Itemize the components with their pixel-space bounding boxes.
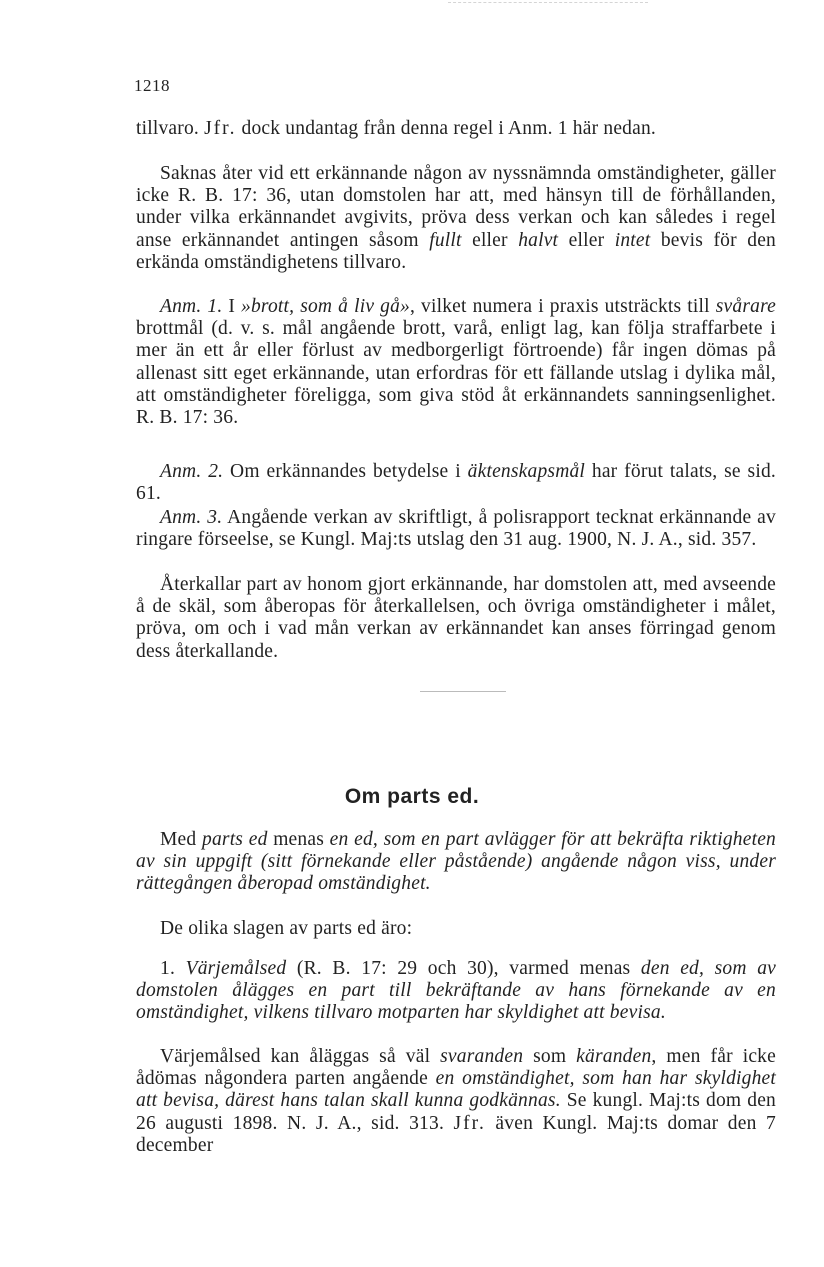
italic-text-run: Anm. 1. [160, 296, 223, 317]
section-divider [420, 691, 506, 692]
note-anm-1 [136, 296, 776, 429]
italic-text-run: intet [614, 229, 651, 251]
text-run: De olika slagen av parts ed äro: [160, 918, 413, 939]
page-number: 1218 [134, 76, 170, 95]
italic-text-run: fullt [429, 229, 462, 251]
note-anm-3 [136, 507, 776, 551]
paragraph-olika-slag [136, 918, 776, 940]
italic-text-run: halvt [518, 229, 559, 251]
text-run: eller [558, 229, 615, 251]
text-run: dock undantag från denna regel i Anm. 1 här nedan. [236, 118, 657, 139]
text-run: även Kungl. Maj:ts domar den 7 december [136, 1112, 776, 1156]
text-run: 1. [160, 958, 186, 979]
text-run: (R. B. 17: 29 och 30), varmed menas [286, 958, 641, 979]
text-run: eller [461, 229, 519, 251]
italic-text-run: Anm. 2. [160, 461, 224, 482]
definition-parts-ed [136, 829, 776, 896]
italic-text-run: Anm. 3. [160, 507, 223, 528]
paragraph-varjemalsed-aläggas [136, 1046, 776, 1157]
text-run: bevis för den erkända omständighetens tillvaro. [136, 229, 777, 273]
italic-text-run: »brott, som å liv gå» [241, 296, 410, 317]
paragraph-erkannande-verkan [136, 163, 776, 274]
italic-text-run: svaranden [440, 1046, 524, 1067]
note-anm-2 [136, 461, 776, 505]
text-run: Återkallar part av honom gjort erkännande, har domstolen att, med avseende å de skäl, som åberopas för återkallelsen, och övriga omständigheter i målet, pröva, om och i vad mån verkan av erkännandet kan anses förringad genom dess återkallande. [136, 574, 776, 662]
italic-text-run: svårare [715, 296, 776, 317]
text-run: brottmål (d. v. s. mål angående brott, varå, enligt lag, kan följa straffarbete i mer än ett år eller förlust av medborgerligt förtroende) får ingen dömas på allenast sitt eget erkännande, utan erfordras för ett fällande utslag i dylika mål, att omständigheter föreligga, som giva stöd åt erkännandets sanningsenlighet. R. B. 17: 36. [136, 318, 776, 429]
text-run: Värjemålsed kan åläggas så väl [160, 1046, 441, 1067]
italic-text-run: käranden [576, 1046, 652, 1067]
paragraph-aterkallelse [136, 574, 776, 663]
list-item-varjemalsed [136, 958, 776, 1025]
text-run: Med [160, 829, 202, 850]
text-run: menas [267, 829, 330, 850]
italic-text-run: parts ed [202, 829, 268, 850]
italic-text-run: äktenskapsmål [467, 461, 586, 482]
italic-text-run: Värjemålsed [185, 958, 287, 979]
text-run: , men får icke ådömas någondera parten angående [136, 1046, 776, 1090]
text-run: Se kungl. Maj:ts dom den 26 augusti 1898. N. J. A., sid. 313. [136, 1090, 777, 1134]
text-run: Saknas åter vid ett erkännande någon av nyssnämnda omständigheter, gäller icke R. B. 17: 36, utan domstolen har att, med hänsyn till de förhållanden, under vilka erkännandet avgivits, pröva dess verkan och kan således i regel anse erkännandet antingen såsom [136, 163, 776, 251]
text-run: I [222, 296, 242, 317]
spaced-text-run: Jfr. [204, 118, 237, 139]
text-run: Om erkännandes betydelse i [223, 461, 468, 482]
spaced-text-run: Jfr. [453, 1112, 486, 1134]
italic-text-run: en ed, som en part avlägger för att bekräfta riktigheten av sin uppgift (sitt förnekande eller påstående) angående någon viss, under rättegången åberopad omständighet. [136, 829, 776, 895]
text-run: tillvaro. [136, 118, 205, 139]
section-title: Om parts ed. [344, 785, 480, 808]
italic-text-run: en omständighet, som han har skyldighet att bevisa, därest hans talan skall kunna godkännas. [136, 1068, 777, 1112]
italic-text-run: den ed, som av domstolen ålägges en part till bekräftande av hans förnekande av en omständighet, vilkens tillvaro motparten har skyldighet att bevisa. [136, 958, 776, 1024]
text-run: som [523, 1046, 577, 1067]
text-run: , vilket numera i praxis utsträckts till [409, 296, 716, 317]
paragraph-continuation [136, 118, 776, 140]
text-run: har förut talats, se sid. 61. [136, 461, 776, 505]
text-run: Angående verkan av skriftligt, å polisrapport tecknat erkännande av ringare förseelse, se Kungl. Maj:ts utslag den 31 aug. 1900, N. J. A., sid. 357. [136, 507, 776, 551]
top-edge-rule [448, 2, 648, 3]
